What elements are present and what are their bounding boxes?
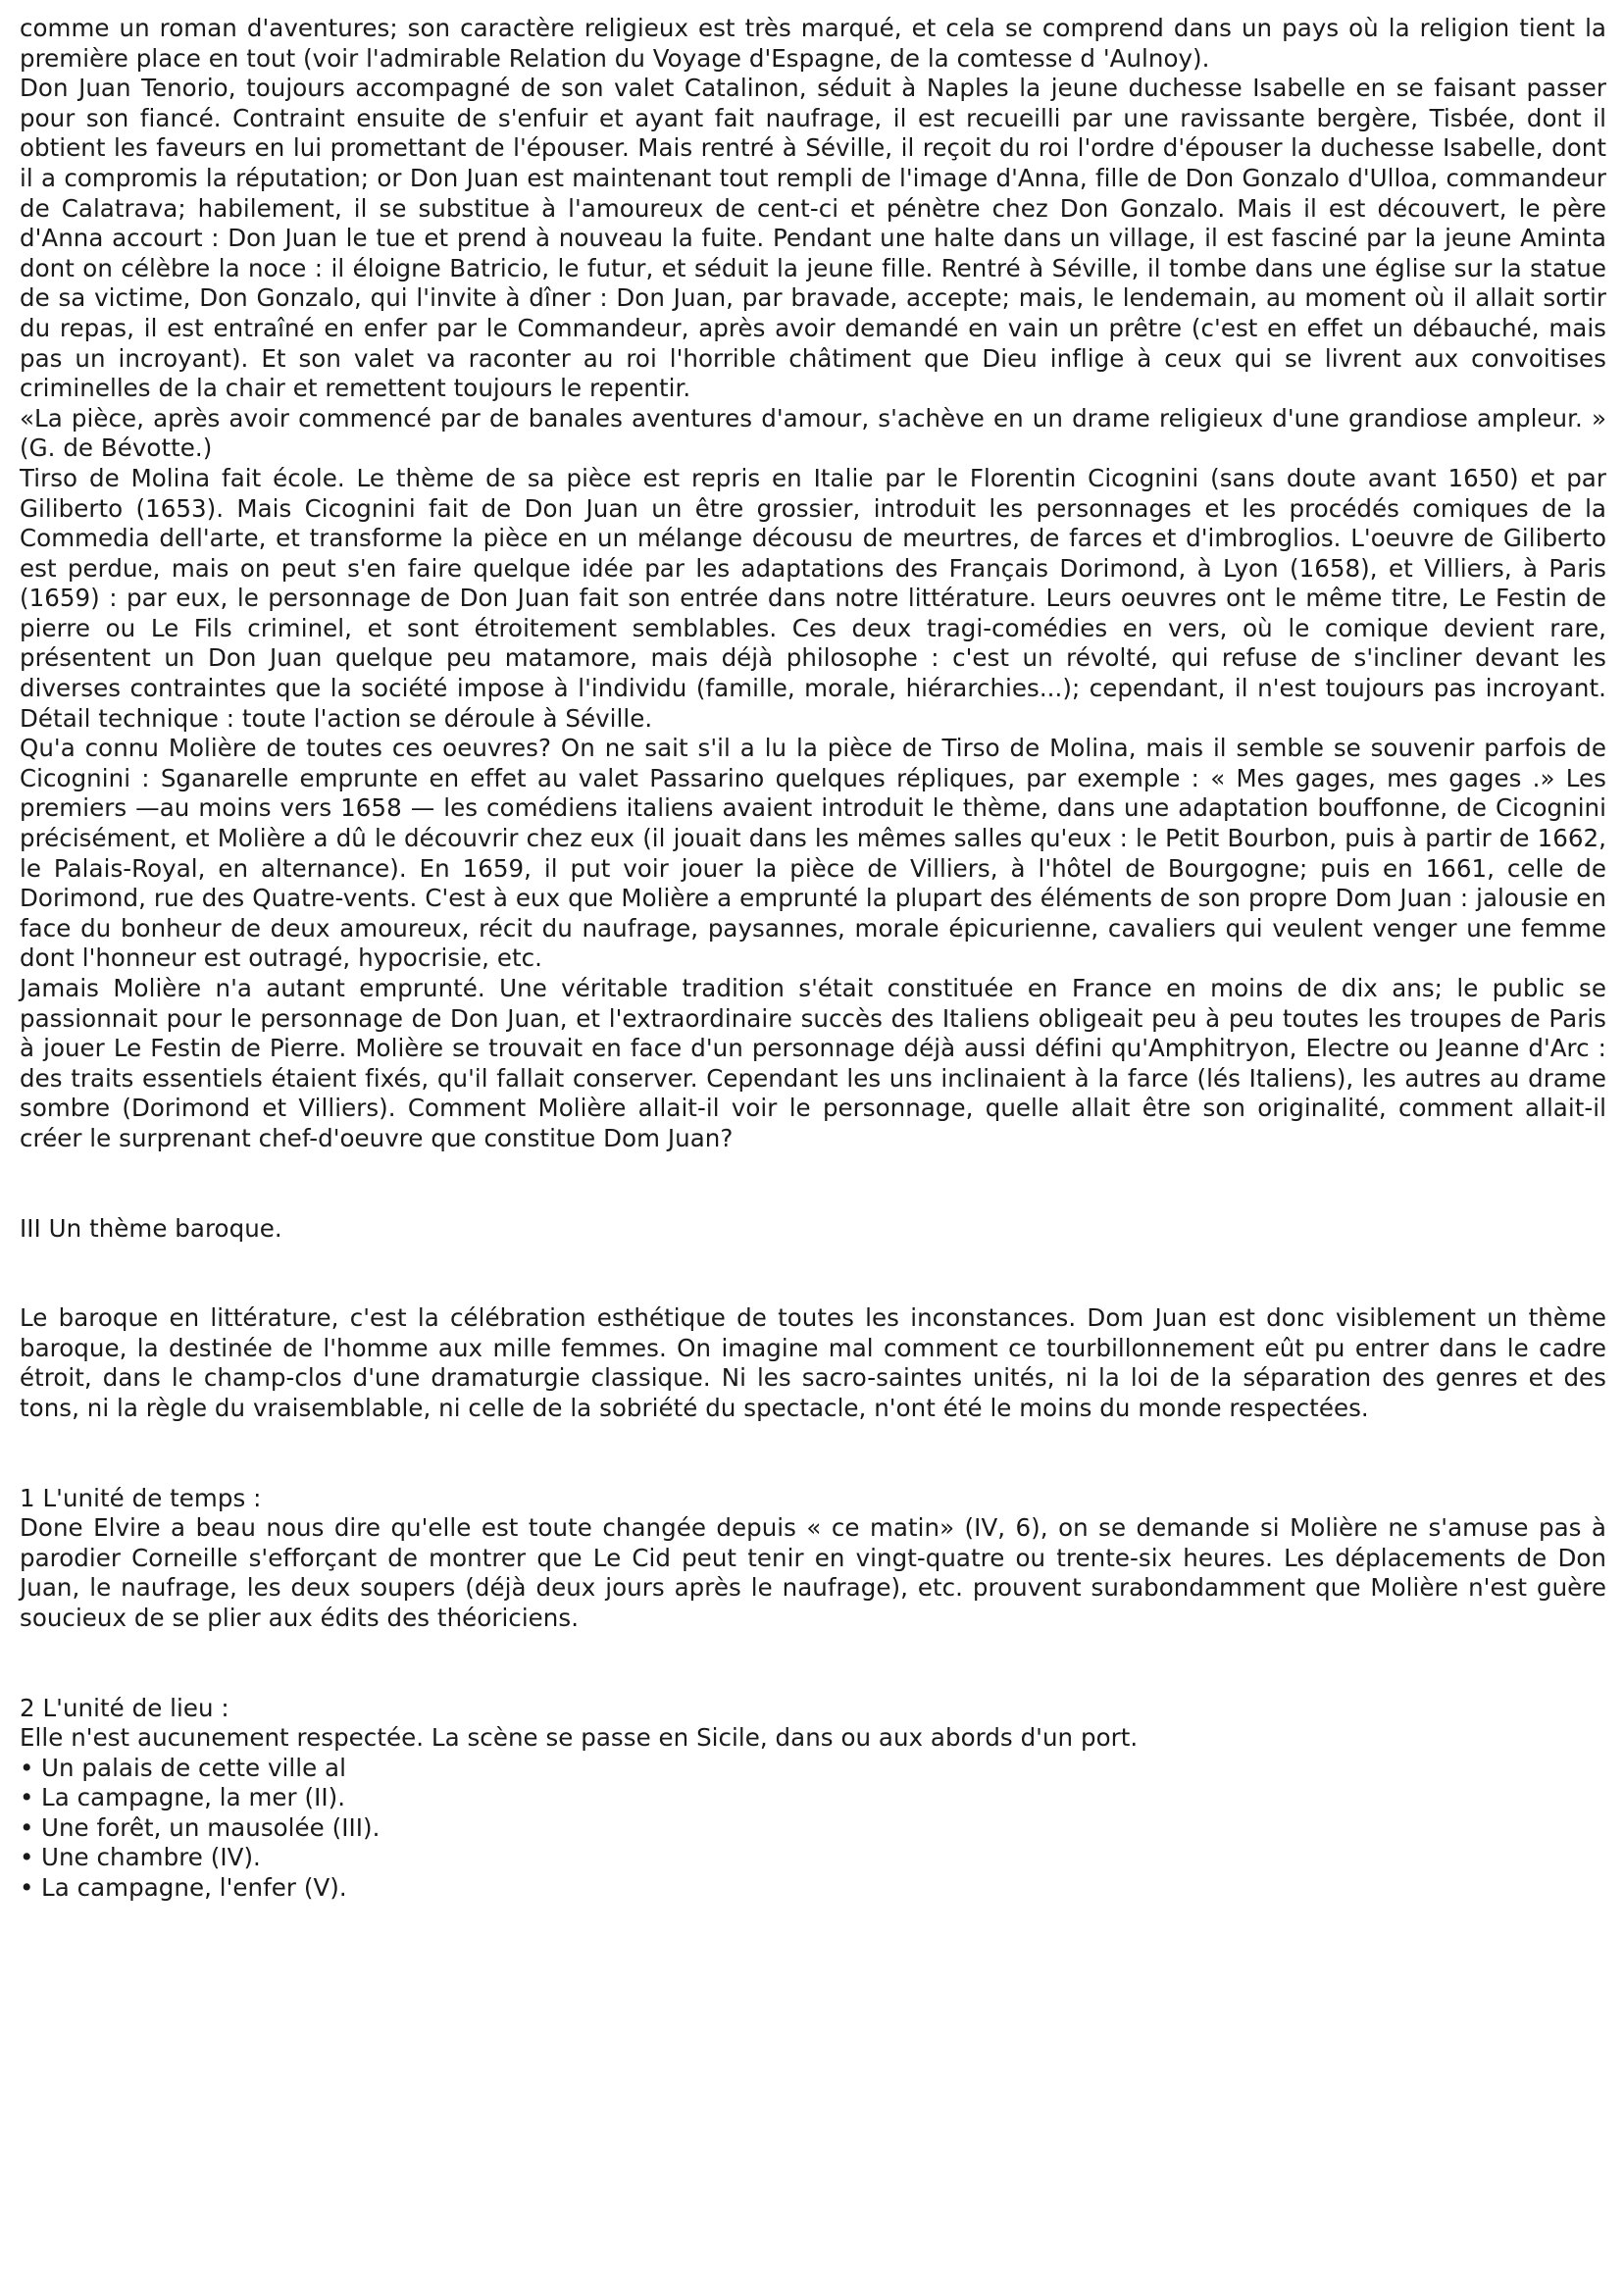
paragraph-plot-summary: Don Juan Tenorio, toujours accompagné de son valet Catalinon, séduit à Naples la jeune duchesse Isabelle en se faisant passer pour son fiancé. Contraint ensuite de s'enfuir et ayant fait naufrage, il est recueilli par une ravissante bergère, Tisbée, dont il obtient les faveurs en lui promettant de l'épouser. Mais rentré à Séville, il reçoit du roi l'ordre d'épouser la duchesse Isabelle, dont il a compromis la réputation; or Don Juan est maintenant tout rempli de l'image d'Anna, fille de Don Gonzalo d'Ulloa, commandeur de Calatrava; habilement, il se substitue à l'amoureux de cent-ci et pénètre chez Don Gonzalo. Mais il est découvert, le père d'Anna accourt : Don Juan le tue et prend à nouveau la fuite. Pendant une halte dans un village, il est fasciné par la jeune Aminta dont on célèbre la noce : il éloigne Batricio, le futur, et séduit la jeune fille. Rentré à Séville, il tombe dans une église sur la statue de sa victime, Don Gonzalo, qui l'invite à dîner : Don Juan, par bravade, accepte; mais, le lendemain, au moment où il allait sortir du repas, il est entraîné en enfer par le Commandeur, après avoir demandé en vain un prêtre (c'est en effet un débauché, mais pas un incroyant). Et son valet va raconter au roi l'horrible châtiment que Dieu inflige à ceux qui se livrent aux convoitises criminelles de la chair et remettent toujours le repentir. [20, 74, 1606, 403]
paragraph-moliere-sources: Qu'a connu Molière de toutes ces oeuvres? On ne sait s'il a lu la pièce de Tirso de Molina, mais il semble se souvenir parfois de Cicognini : Sganarelle emprunte en effet au valet Passarino quelques répliques, par exemple : « Mes gages, mes gages .» Les premiers —au moins vers 1658 — les comédiens italiens avaient introduit le thème, dans une adaptation bouffonne, de Cicognini précisément, et Molière a dû le découvrir chez eux (il jouait dans les mêmes salles qu'eux : le Petit Bourbon, puis à partir de 1662, le Palais-Royal, en alternance). En 1659, il put voir jouer la pièce de Villiers, à l'hôtel de Bourgogne; puis en 1661, celle de Dorimond, rue des Quatre-vents. C'est à eux que Molière a emprunté la plupart des éléments de son propre Dom Juan : jalousie en face du bonheur de deux amoureux, récit du naufrage, paysannes, morale épicurienne, cavaliers qui veulent venger une femme dont l'honneur est outragé, hypocrisie, etc. [20, 734, 1606, 973]
section-heading-baroque: III Un thème baroque. [20, 1213, 282, 1243]
list-item: • La campagne, l'enfer (V). [20, 1873, 347, 1903]
paragraph-tirso-school: Tirso de Molina fait école. Le thème de sa pièce est repris en Italie par le Florentin Cicognini (sans doute avant 1650) et par Giliberto (1653). Mais Cicognini fait de Don Juan un être grossier, introduit les personnages et les procédés comiques de la Commedia dell'arte, et transforme la pièce en un mélange décousu de meurtres, de farces et d'imbroglios. L'oeuvre de Giliberto est perdue, mais on peut s'en faire quelque idée par les adaptations des Français Dorimond, à Lyon (1658), et Villiers, à Paris (1659) : par eux, le personnage de Don Juan fait son entrée dans notre littérature. Leurs oeuvres ont le même titre, Le Festin de pierre ou Le Fils criminel, et sont étroitement semblables. Ces deux tragi-comédies en vers, où le comique devient rare, présentent un Don Juan quelque peu matamore, mais déjà philosophe : c'est un révolté, qui refuse de s'incliner devant les diverses contraintes que la société impose à l'individu (famille, morale, hiérarchies...); cependant, il n'est toujours pas incroyant. Détail technique : toute l'action se déroule à Séville. [20, 463, 1606, 733]
subheading-unite-lieu: 2 L'unité de lieu : [20, 1693, 229, 1722]
bullet-icon: • [20, 1753, 34, 1782]
list-item: • Une forêt, un mausolée (III). [20, 1812, 381, 1842]
bullet-icon: • [20, 1783, 34, 1812]
list-item: • Une chambre (IV). [20, 1843, 261, 1872]
paragraph-unite-temps: Done Elvire a beau nous dire qu'elle est toute changée depuis « ce matin» (IV, 6), on se demande si Molière ne s'amuse pas à parodier Corneille s'efforçant de montrer que Le Cid peut tenir en vingt-quatre ou trente-six heures. Les déplacements de Don Juan, le naufrage, les deux soupers (déjà deux jours après le naufrage), etc. prouvent surabondamment que Molière n'est guère soucieux de se plier aux édits des théoriciens. [20, 1513, 1606, 1632]
paragraph-religious-character: comme un roman d'aventures; son caractère religieux est très marqué, et cela se comprend dans un pays où la religion tient la première place en tout (voir l'admirable Relation du Voyage d'Espagne, de la comtesse d 'Aulnoy). [20, 14, 1606, 73]
bullet-icon: • [20, 1843, 34, 1872]
paragraph-bevotte-quote: «La pièce, après avoir commencé par de banales aventures d'amour, s'achève en un drame religieux d'une grandiose ampleur. » (G. de Bévotte.) [20, 403, 1606, 463]
document-page [20, 14, 1606, 1904]
subheading-unite-temps: 1 L'unité de temps : [20, 1483, 262, 1512]
spacer [20, 1634, 1606, 1694]
spacer [20, 1424, 1606, 1484]
spacer [20, 1154, 1606, 1214]
location-list [20, 1754, 1606, 1904]
paragraph-moliere-borrowing: Jamais Molière n'a autant emprunté. Une véritable tradition s'était constituée en France en moins de dix ans; le public se passionnait pour le personnage de Don Juan, et l'extraordinaire succès des Italiens obligeait peu à peu toutes les troupes de Paris à jouer Le Festin de Pierre. Molière se trouvait en face d'un personnage déjà aussi défini qu'Amphitryon, Electre ou Jeanne d'Arc : des traits essentiels étaient fixés, qu'il fallait conserver. Cependant les uns inclinaient à la farce (lés Italiens), les autres au drame sombre (Dorimond et Villiers). Comment Molière allait-il voir le personnage, quelle allait être son originalité, comment allait-il créer le surprenant chef-d'oeuvre que constitue Dom Juan? [20, 974, 1606, 1152]
spacer [20, 1244, 1606, 1303]
list-item: • Un palais de cette ville al [20, 1753, 346, 1782]
list-item: • La campagne, la mer (II). [20, 1783, 346, 1812]
paragraph-unite-lieu: Elle n'est aucunement respectée. La scène se passe en Sicile, dans ou aux abords d'un port. [20, 1723, 1139, 1753]
paragraph-baroque: Le baroque en littérature, c'est la célébration esthétique de toutes les inconstances. Dom Juan est donc visiblement un thème baroque, la destinée de l'homme aux mille femmes. On imagine mal comment ce tourbillonnement eût pu entrer dans le cadre étroit, dans le champ-clos d'une dramaturgie classique. Ni les sacro-saintes unités, ni la loi de la séparation des genres et des tons, ni la règle du vraisemblable, ni celle de la sobriété du spectacle, n'ont été le moins du monde respectées. [20, 1303, 1606, 1422]
bullet-icon: • [20, 1812, 34, 1842]
bullet-icon: • [20, 1873, 34, 1903]
